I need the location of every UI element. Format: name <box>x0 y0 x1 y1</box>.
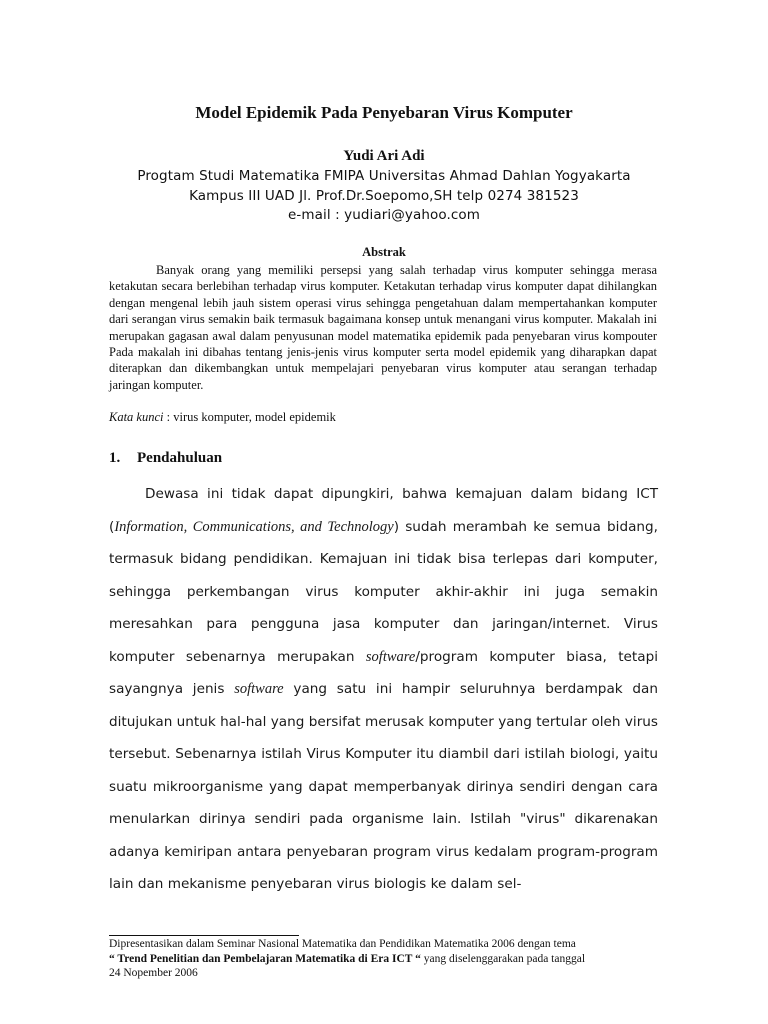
body-italic-term: software <box>234 681 284 697</box>
affiliation-line-1: Progtam Studi Matematika FMIPA Universitas Ahmad Dahlan Yogyakarta <box>137 168 631 184</box>
body-text-part: /program komputer biasa, tetapi sayangnya jenis <box>109 648 658 697</box>
keywords-text: : virus komputer, model epidemik <box>163 410 336 424</box>
body-italic-term: software <box>365 648 416 665</box>
body-text-part: yang satu ini hampir seluruhnya berdampak dan ditujukan untuk hal-hal yang bersifat merusak komputer yang tertular oleh virus tersebut. Sebenarnya istilah Virus Komputer itu diambil dari istilah biologi, yaitu suatu mikroorganisme yang dapat memperbanyak dirinya sendiri dengan cara menularkan dirinya sendiri pada organisme lain. Istilah "virus" dikarenakan adanya kemiripan antara penyebaran program virus kedalam program-program lain dan mekanisme penyebaran virus biologis ke dalam sel- <box>109 681 658 892</box>
section-heading <box>109 450 222 467</box>
body-italic-term: Information, Communications, and Technology <box>114 518 394 535</box>
footnote-theme: “ Trend Penelitian dan Pembelajaran Matematika di Era ICT “ <box>109 952 421 965</box>
body-text-part: ) sudah merambah ke semua bidang, termasuk bidang pendidikan. Kemajuan ini tidak bisa terlepas dari komputer, sehingga perkembangan virus komputer akhir-akhir ini juga semakin meresahkan para pengguna jasa komputer dan jaringan/internet. Virus komputer sebenarnya merupakan <box>109 518 658 665</box>
keywords <box>109 410 657 425</box>
footnote-date: 24 Nopember 2006 <box>109 967 198 979</box>
footnote-divider <box>109 935 299 936</box>
section-number: 1. <box>109 450 121 466</box>
email-line: e-mail : yudiari@yahoo.com <box>288 207 480 223</box>
footnote-line-2: yang diselenggarakan pada tanggal <box>420 952 586 965</box>
affiliation-line-2: Kampus III UAD Jl. Prof.Dr.Soepomo,SH telp 0274 381523 <box>189 188 579 204</box>
keywords-label: Kata kunci <box>109 410 164 424</box>
body-paragraph <box>109 478 658 901</box>
body-text-part: Dewasa ini tidak dapat dipungkiri, bahwa kemajuan dalam bidang ICT ( <box>109 486 658 535</box>
footnote-line-1: Dipresentasikan dalam Seminar Nasional Matematika dan Pendidikan Matematika 2006 dengan tema <box>109 938 576 950</box>
section-title: Pendahuluan <box>137 450 223 466</box>
author-name: Yudi Ari Adi <box>343 148 425 164</box>
abstract-heading: Abstrak <box>362 245 406 259</box>
abstract-text: Banyak orang yang memiliki persepsi yang salah terhadap virus komputer sehingga merasa ketakutan secara berlebihan terhadap virus komputer. Ketakutan terhadap virus komputer dapat dihilangkan dengan mengenal lebih jauh sistem operasi virus sehingga pengetahuan dalam mempertahankan komputer dari serangan virus semakin baik termasuk bagaimana konsep untuk menangani virus komputer. Makalah ini merupakan gagasan awal dalam penyusunan model matematika epidemik pada penyebaran virus kompouter Pada makalah ini dibahas tentang jenis-jenis virus komputer serta model epidemik yang diharapkan dapat diterapkan dan dikembangkan untuk mempelajari penyebaran virus komputer atau serangan terhadap jaringan komputer. <box>109 263 657 392</box>
footnote <box>109 937 669 981</box>
paper-title: Model Epidemik Pada Penyebaran Virus Komputer <box>195 103 573 122</box>
